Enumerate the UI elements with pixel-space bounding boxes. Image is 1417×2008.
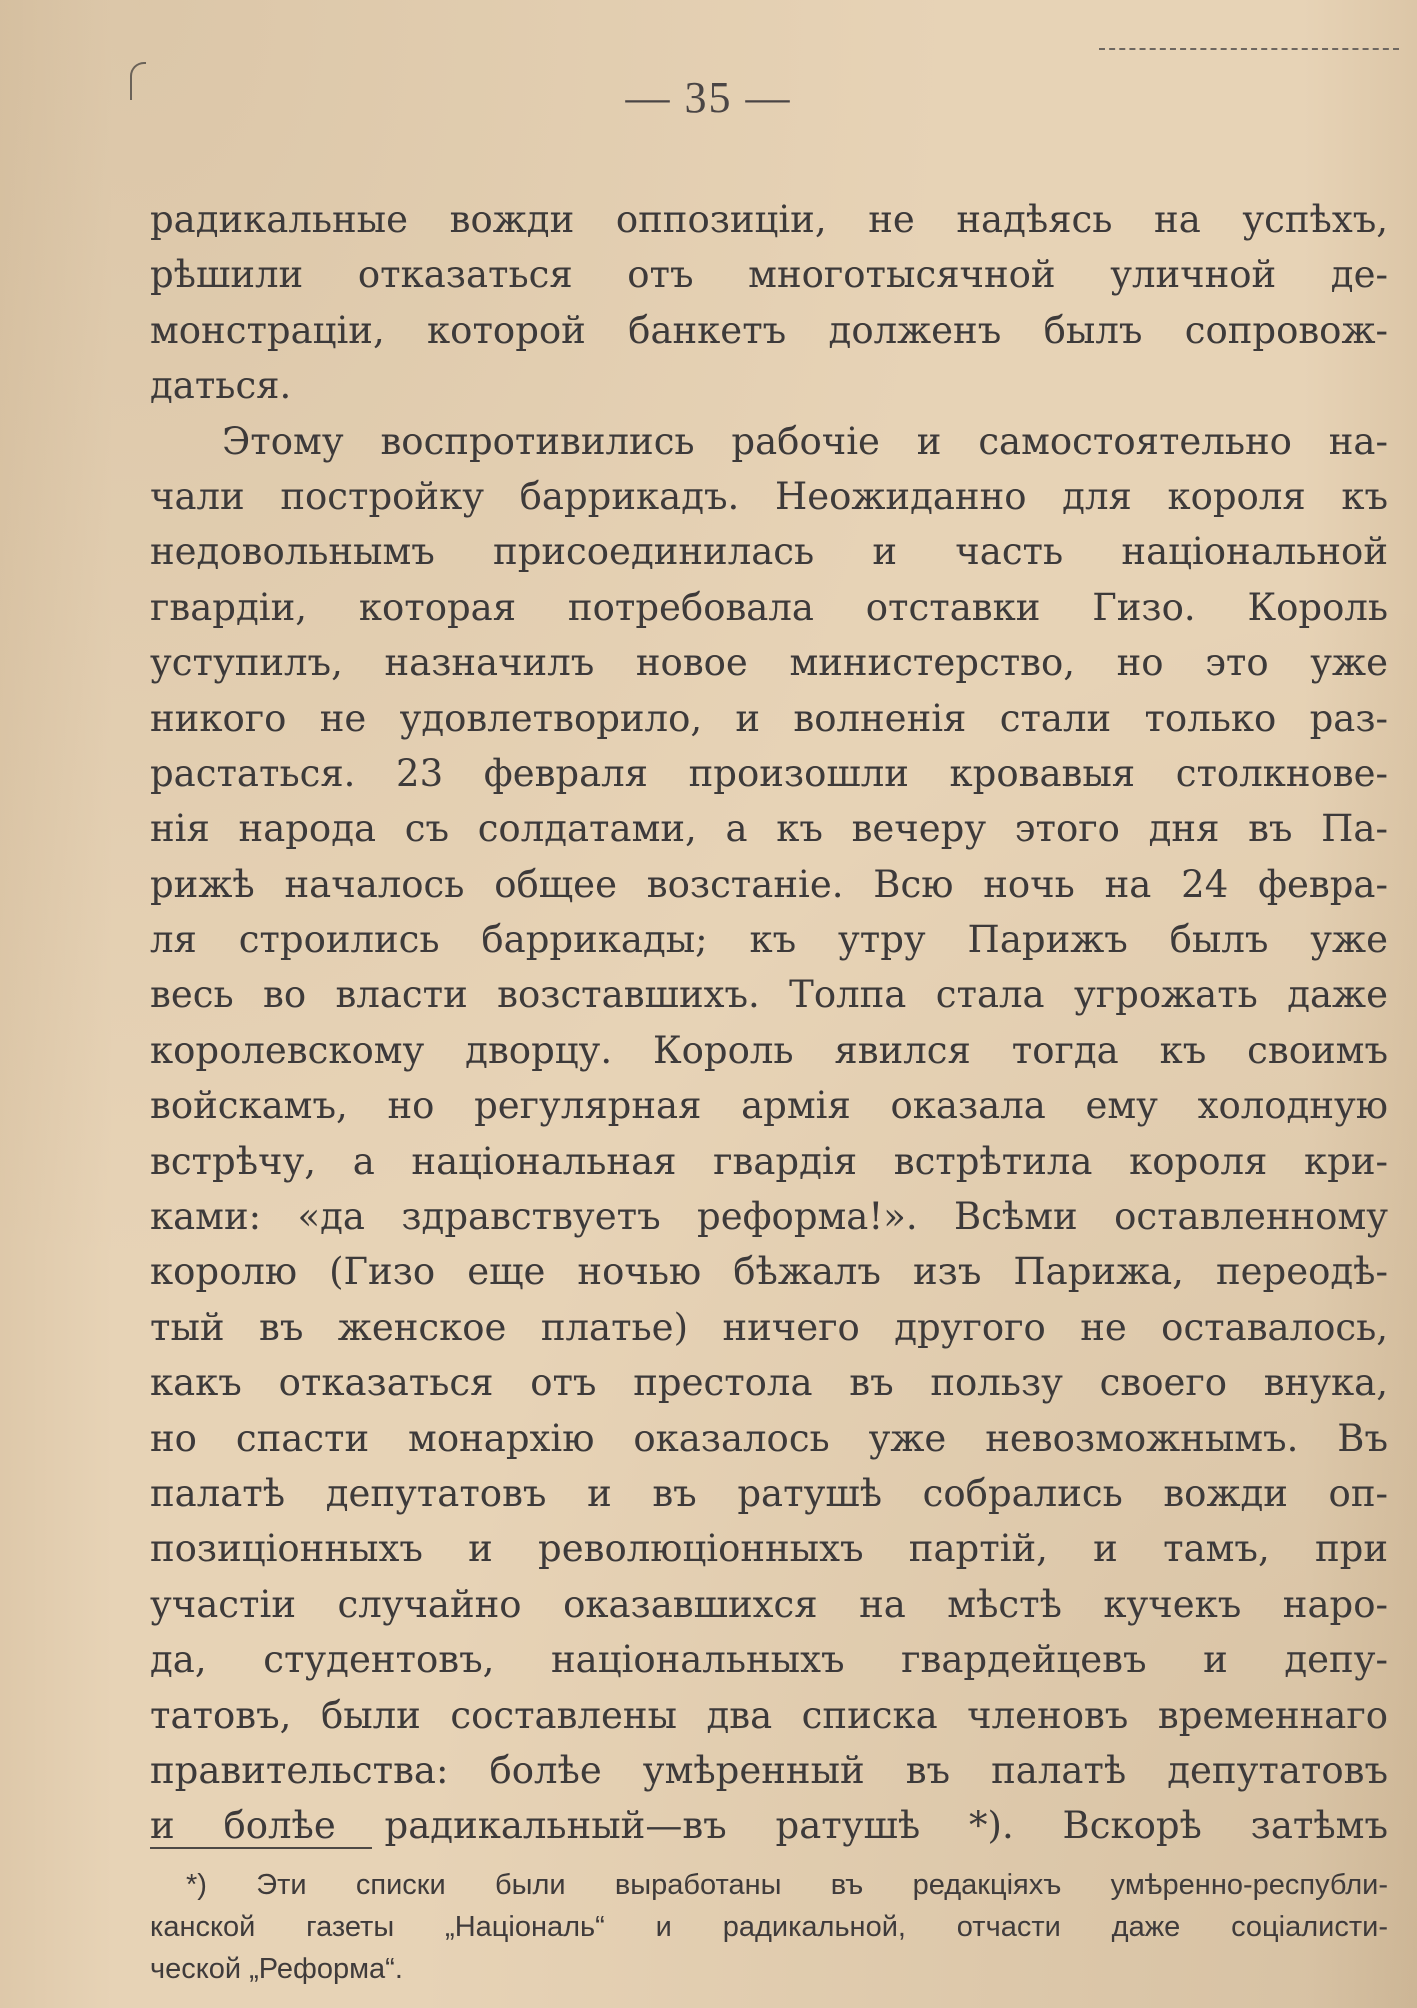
text-line: и болѣе радикальный—въ ратушѣ *). Вскорѣ затѣмъ (150, 1804, 1388, 1848)
text-line: чали постройку баррикадъ. Неожиданно для короля къ (150, 474, 1388, 518)
text-line: растаться. 23 февраля произошли кровавыя столкнове- (150, 751, 1388, 795)
footnote-line: ческой „Реформа“. (150, 1953, 403, 1985)
text-line: королю (Гизо еще ночью бѣжалъ изъ Парижа, переодѣ- (150, 1250, 1388, 1294)
footnote-line: канской газеты „Національ“ и радикальной, отчасти даже соціалисти- (150, 1911, 1388, 1943)
text-line: тый въ женское платье) ничего другого не оставалось, (150, 1305, 1388, 1349)
text-line: ками: «да здравствуетъ реформа!». Всѣми оставленному (150, 1195, 1388, 1239)
footnote-rule (150, 1847, 372, 1849)
text-line: монстраціи, которой банкетъ долженъ былъ сопровож- (150, 308, 1388, 352)
text-line: даться. (150, 364, 292, 408)
top-edge-rule (1099, 48, 1399, 50)
text-line: никого не удовлетворило, и волненія стали только раз- (150, 696, 1388, 740)
text-line: гвардіи, которая потребовала отставки Гизо. Король (150, 585, 1388, 629)
text-line: ля строились баррикады; къ утру Парижъ былъ уже (150, 918, 1388, 962)
text-line: какъ отказаться отъ престола въ пользу своего внука, (150, 1361, 1388, 1405)
text-line: королевскому дворцу. Король явился тогда къ своимъ (150, 1028, 1388, 1072)
footnote-line: *) Эти списки были выработаны въ редакціяхъ умѣренно-республи- (186, 1869, 1388, 1901)
text-line: уступилъ, назначилъ новое министерство, но это уже (150, 641, 1388, 685)
text-line: рижѣ началось общее возстаніе. Всю ночь на 24 февра- (150, 862, 1388, 906)
text-line: весь во власти возставшихъ. Толпа стала угрожать даже (150, 973, 1388, 1017)
text-line: нія народа съ солдатами, а къ вечеру этого дня въ Па- (150, 807, 1388, 851)
text-line: недовольнымъ присоединилась и часть національной (150, 530, 1388, 574)
text-line: войскамъ, но регулярная армія оказала ему холодную (150, 1084, 1388, 1128)
text-line: встрѣчу, а національная гвардія встрѣтила короля кри- (150, 1139, 1388, 1183)
text-line: рѣшили отказаться отъ многотысячной уличной де- (150, 253, 1388, 297)
text-line: Этому воспротивились рабочіе и самостоятельно на- (222, 419, 1388, 463)
text-line: но спасти монархію оказалось уже невозможнымъ. Въ (150, 1416, 1388, 1460)
text-line: да, студентовъ, національныхъ гвардейцевъ и депу- (150, 1638, 1388, 1682)
page-number: — 35 — (625, 73, 792, 122)
footnote (150, 1864, 1388, 1990)
text-line: правительства: болѣе умѣренный въ палатѣ депутатовъ (150, 1748, 1388, 1792)
text-line: татовъ, были составлены два списка членовъ временнаго (150, 1693, 1388, 1737)
text-line: позиціонныхъ и революціонныхъ партій, и тамъ, при (150, 1527, 1388, 1571)
text-line: участіи случайно оказавшихся на мѣстѣ кучекъ наро- (150, 1582, 1388, 1626)
text-line: палатѣ депутатовъ и въ ратушѣ собрались вожди оп- (150, 1471, 1388, 1515)
body-text (150, 192, 1388, 1854)
text-line: радикальные вожди оппозиціи, не надѣясь на успѣхъ, (150, 198, 1388, 241)
